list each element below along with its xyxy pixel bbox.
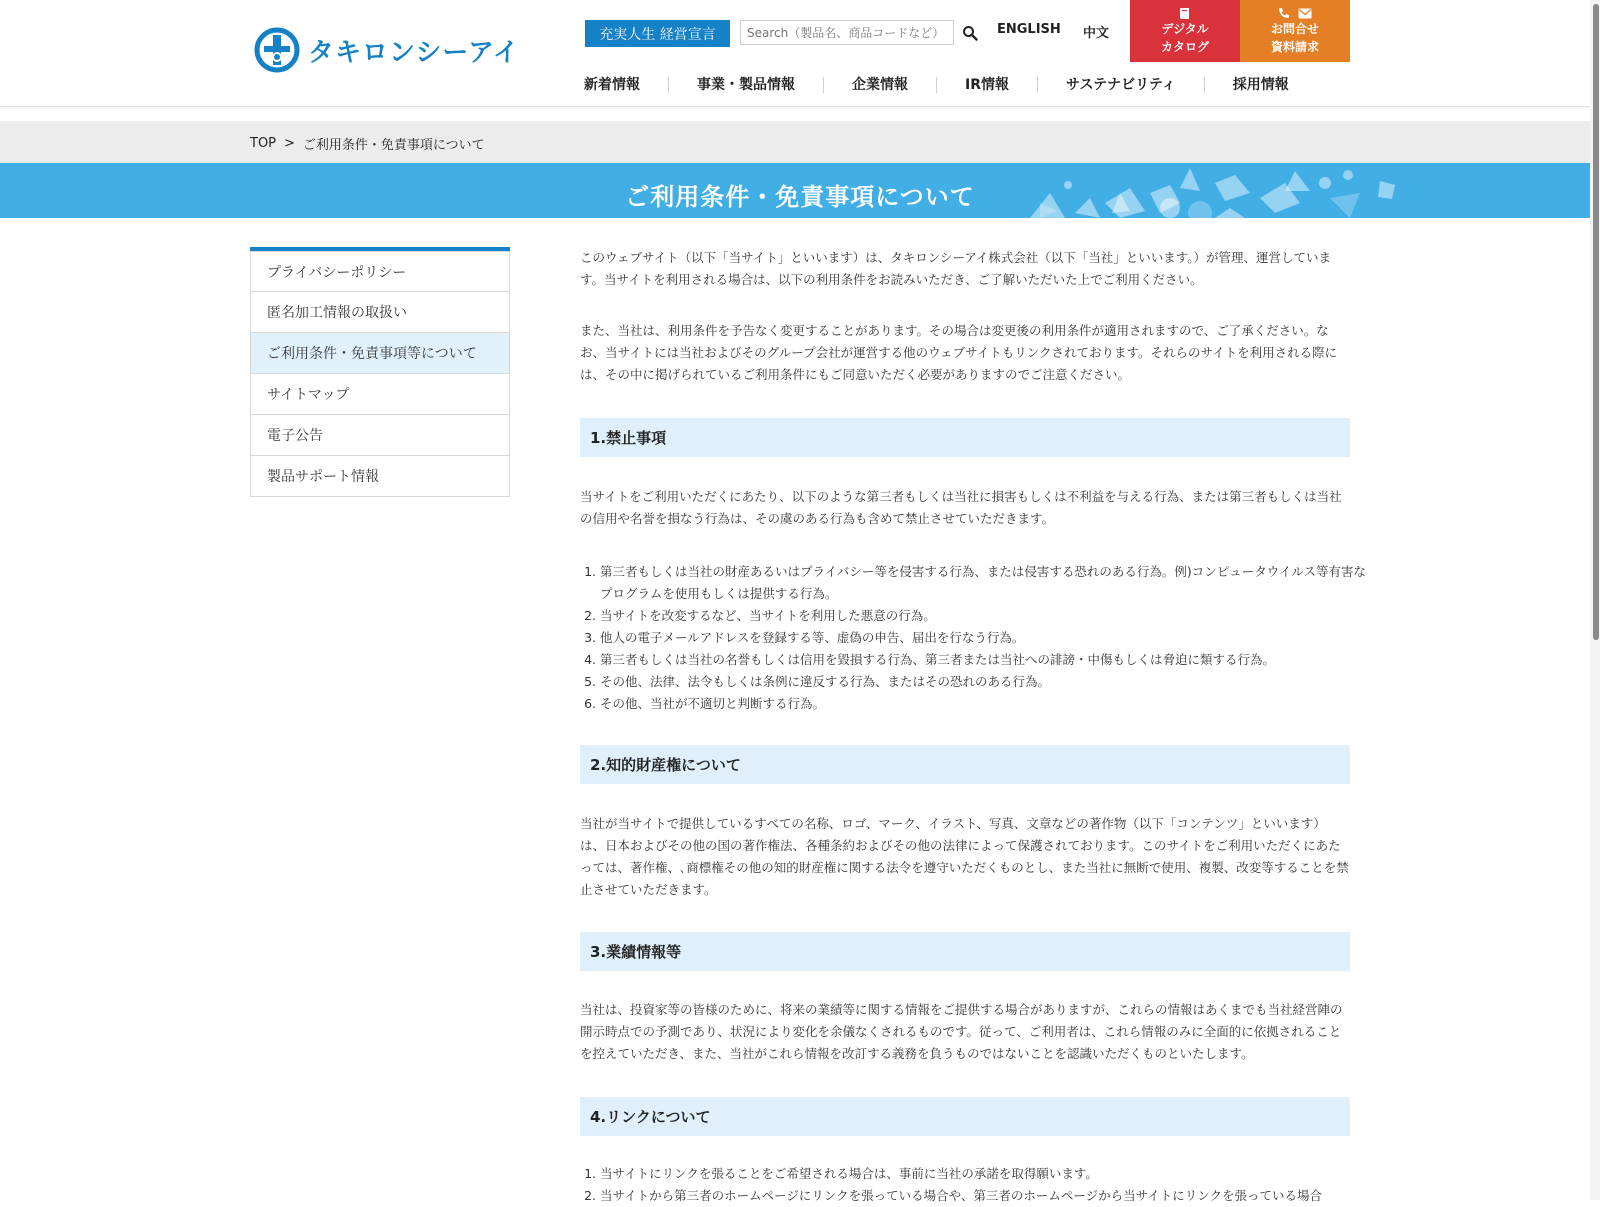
sidebar-item-sitemap[interactable]: サイトマップ (250, 374, 510, 415)
sidebar-menu (250, 247, 510, 497)
main-navigation (564, 68, 1317, 102)
phone-icon (1278, 7, 1290, 19)
section-heading-prohibited: 1.禁止事項 (580, 418, 1350, 457)
company-logo[interactable] (254, 26, 520, 74)
catalog-label-line1: デジタル (1161, 22, 1209, 36)
list-item: 2. 当サイトを改変するなど、当サイトを利用した悪意の行為。 (600, 605, 1370, 627)
contact-label-line2: 資料請求 (1270, 40, 1319, 54)
breadcrumb (250, 134, 485, 153)
list-item: 3. 他人の電子メールアドレスを登録する等、虚偽の申告、届出を行なう行為。 (600, 627, 1370, 649)
list-item: 5. その他、法律、法令もしくは条例に違反する行為、またはその恐れのある行為。 (600, 671, 1370, 693)
list-item: 2. 当サイトから第三者のホームページにリンクを張っている場合や、第三者のホームページから当サイトにリンクを張っている場合 (600, 1185, 1370, 1207)
section-body-performance-info: 当社は、投資家等の皆様のために、将来の業績等に関する情報をご提供する場合がありますが、これらの情報はあくまでも当社経営陣の開示時点での予測であり、状況により変化を余儀なくされるものです。従って、ご利用者は、これら情報のみに全面的に依拠されることを控えていただき、また、当社がこれら情報を改訂する義務を負うものではないことを認識いただくものといたします。 (580, 1002, 1343, 1061)
breadcrumb-bar (0, 121, 1600, 163)
breadcrumb-current: ご利用条件・免責事項について (302, 138, 485, 153)
contact-label-line1: お問合せ (1270, 22, 1319, 36)
section-heading-performance-info: 3.業績情報等 (580, 932, 1350, 971)
prohibited-list (580, 561, 1370, 715)
sidebar-item-terms-of-use[interactable]: ご利用条件・免責事項等について (250, 333, 510, 374)
section-heading-links: 4.リンクについて (580, 1097, 1350, 1136)
search-icon (962, 25, 978, 41)
page-title: ご利用条件・免責事項について (625, 183, 975, 211)
links-list (580, 1163, 1370, 1207)
nav-business-products[interactable]: 事業・製品情報 (669, 77, 824, 93)
lang-chinese-link[interactable]: 中文 (1083, 26, 1110, 41)
nav-ir[interactable]: IR情報 (937, 77, 1038, 93)
nav-company[interactable]: 企業情報 (824, 77, 937, 93)
list-item: 1. 第三者もしくは当社の財産あるいはプライバシー等を侵害する行為、または侵害する恐れのある行為。例)コンピュータウイルス等有害なプログラムを使用もしくは提供する行為。 (600, 561, 1370, 605)
intro-paragraph-2: また、当社は、利用条件を予告なく変更することがあります。その場合は変更後の利用条件が適用されますので、ご了承ください。なお、当サイトには当社およびそのグループ会社が運営する他のウェブサイトもリンクされております。それらのサイトを利用される際には、その中に掲げられているご利用条件にもご同意いただく必要がありますのでご注意ください。 (580, 323, 1338, 382)
nav-sustainability[interactable]: サステナビリティ (1038, 77, 1205, 93)
list-item: 1. 当サイトにリンクを張ることをご希望される場合は、事前に当社の承諾を取得願います。 (600, 1163, 1370, 1185)
logo-mark-icon (254, 27, 300, 73)
list-item: 6. その他、当社が不適切と判断する行為。 (600, 693, 1370, 715)
page-title-banner (0, 163, 1600, 218)
list-item: 4. 第三者もしくは当社の名誉もしくは信用を毀損する行為、第三者または当社への誹謗・中傷もしくは脅迫に類する行為。 (600, 649, 1370, 671)
search-input[interactable] (740, 20, 954, 45)
lang-english-link[interactable]: ENGLISH (997, 22, 1061, 37)
nav-news[interactable]: 新着情報 (564, 77, 669, 93)
breadcrumb-home-link[interactable]: TOP (250, 136, 277, 151)
sidebar-item-electronic-notice[interactable]: 電子公告 (250, 415, 510, 456)
breadcrumb-separator: > (284, 136, 295, 151)
catalog-label-line2: カタログ (1160, 40, 1209, 54)
scrollbar-thumb[interactable] (1593, 4, 1599, 640)
book-icon (1179, 7, 1191, 20)
search-button[interactable] (960, 22, 980, 44)
sidebar-item-privacy-policy[interactable]: プライバシーポリシー (250, 251, 510, 292)
section-heading-intellectual-property: 2.知的財産権について (580, 745, 1350, 784)
intro-paragraph-1: このウェブサイト（以下「当サイト」といいます）は、タキロンシーアイ株式会社（以下「当社」といいます。）が管理、運営しています。当サイトを利用される場合は、以下の利用条件をお読みいただき、ご了解いただいた上でご利用ください。 (580, 250, 1331, 287)
management-declaration-link[interactable]: 充実人生 経営宣言 (585, 20, 730, 47)
contact-request-button[interactable] (1240, 0, 1350, 62)
site-header (0, 0, 1600, 107)
section-body-prohibited: 当サイトをご利用いただくにあたり、以下のような第三者もしくは当社に損害もしくは不利益を与える行為、または第三者もしくは当社の信用や名誉を損なう行為は、その虞のある行為も含めて禁止させていただきます。 (580, 489, 1342, 526)
nav-recruit[interactable]: 採用情報 (1232, 77, 1289, 93)
section-body-intellectual-property: 当社が当サイトで提供しているすべての名称、ロゴ、マーク、イラスト、写真、文章などの著作物（以下「コンテンツ」といいます）は、日本およびその他の国の著作権法、各種条約およびその他の法律によって保護されております。このサイトをご利用いただくにあたっては、著作権、､商標権その他の知的財産権に関する法令を遵守いただくものとし、また当社に無断で使用、複製、改変等することを禁止させていただきます。 (580, 816, 1349, 897)
logo-text: タキロンシーアイ (308, 37, 520, 68)
sidebar-item-product-support[interactable]: 製品サポート情報 (250, 456, 510, 497)
mail-icon (1298, 8, 1312, 19)
digital-catalog-button[interactable] (1130, 0, 1240, 62)
sidebar-item-anonymized-info[interactable]: 匿名加工情報の取扱い (250, 292, 510, 333)
